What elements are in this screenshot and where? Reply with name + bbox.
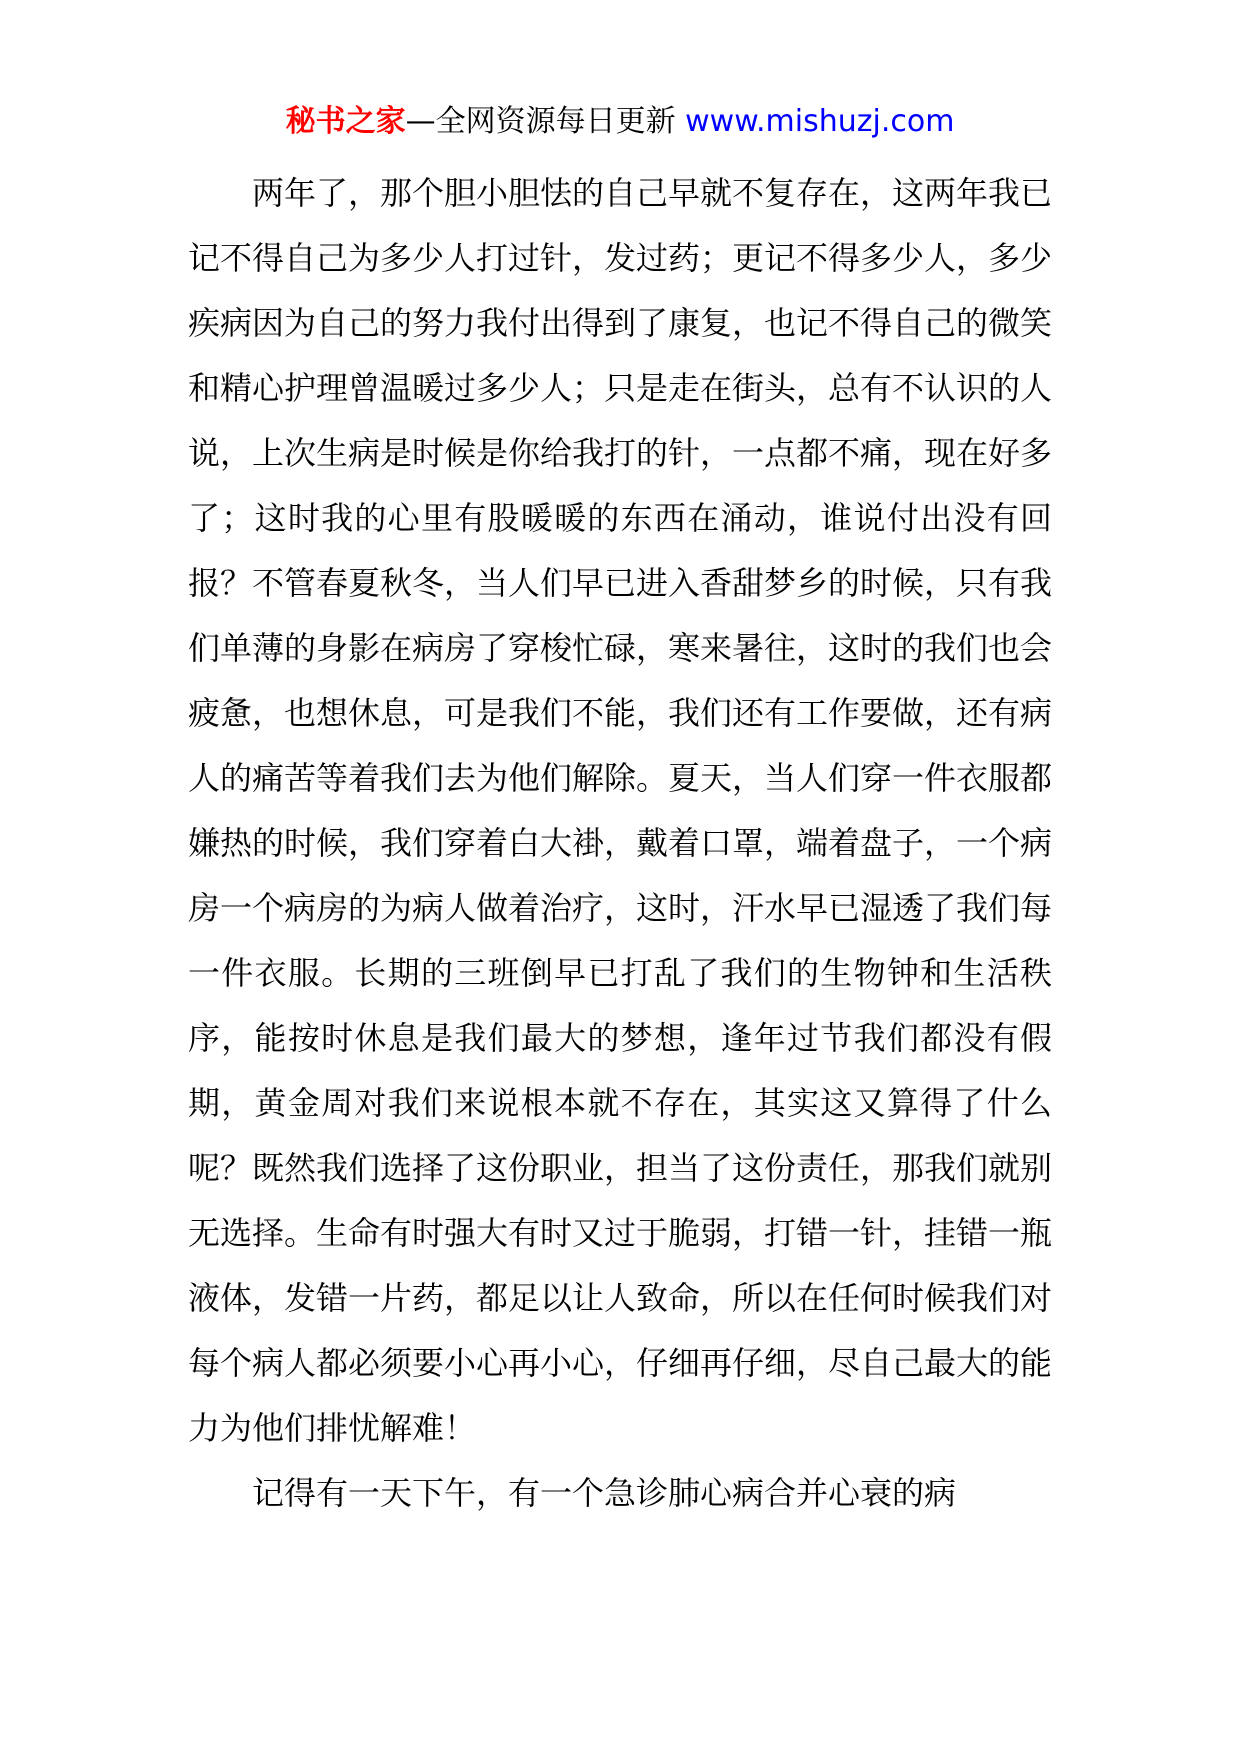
brand-name: 秘书之家	[285, 104, 406, 139]
page-header	[0, 100, 1240, 144]
paragraph-2: 记得有一天下午，有一个急诊肺心病合并心衰的病	[252, 1474, 957, 1512]
document-body	[188, 161, 1052, 1526]
header-tagline: —全网资源每日更新	[405, 104, 686, 139]
site-url-link[interactable]: www.mishuzj.com	[685, 104, 955, 139]
paragraph-1: 两年了，那个胆小胆怯的自己早就不复存在，这两年我已记不得自己为多少人打过针，发过药；更记不得多少人，多少疾病因为自己的努力我付出得到了康复，也记不得自己的微笑和精心护理曾温暖过多少人；只是走在街头，总有不认识的人说，上次生病是时候是你给我打的针，一点都不痛，现在好多了；这时我的心里有股暖暖的东西在涌动，谁说付出没有回报？不管春夏秋冬，当人们早已进入香甜梦乡的时候，只有我们单薄的身影在病房了穿梭忙碌，寒来暑往，这时的我们也会疲惫，也想休息，可是我们不能，我们还有工作要做，还有病人的痛苦等着我们去为他们解除。夏天，当人们穿一件衣服都嫌热的时候，我们穿着白大褂，戴着口罩，端着盘子，一个病房一个病房的为病人做着治疗，这时，汗水早已湿透了我们每一件衣服。长期的三班倒早已打乱了我们的生物钟和生活秩序，能按时休息是我们最大的梦想，逢年过节我们都没有假期，黄金周对我们来说根本就不存在，其实这又算得了什么呢？既然我们选择了这份职业，担当了这份责任，那我们就别无选择。生命有时强大有时又过于脆弱，打错一针，挂错一瓶液体，发错一片药，都足以让人致命，所以在任何时候我们对每个病人都必须要小心再小心，仔细再仔细，尽自己最大的能力为他们排忧解难！	[188, 174, 1053, 1447]
